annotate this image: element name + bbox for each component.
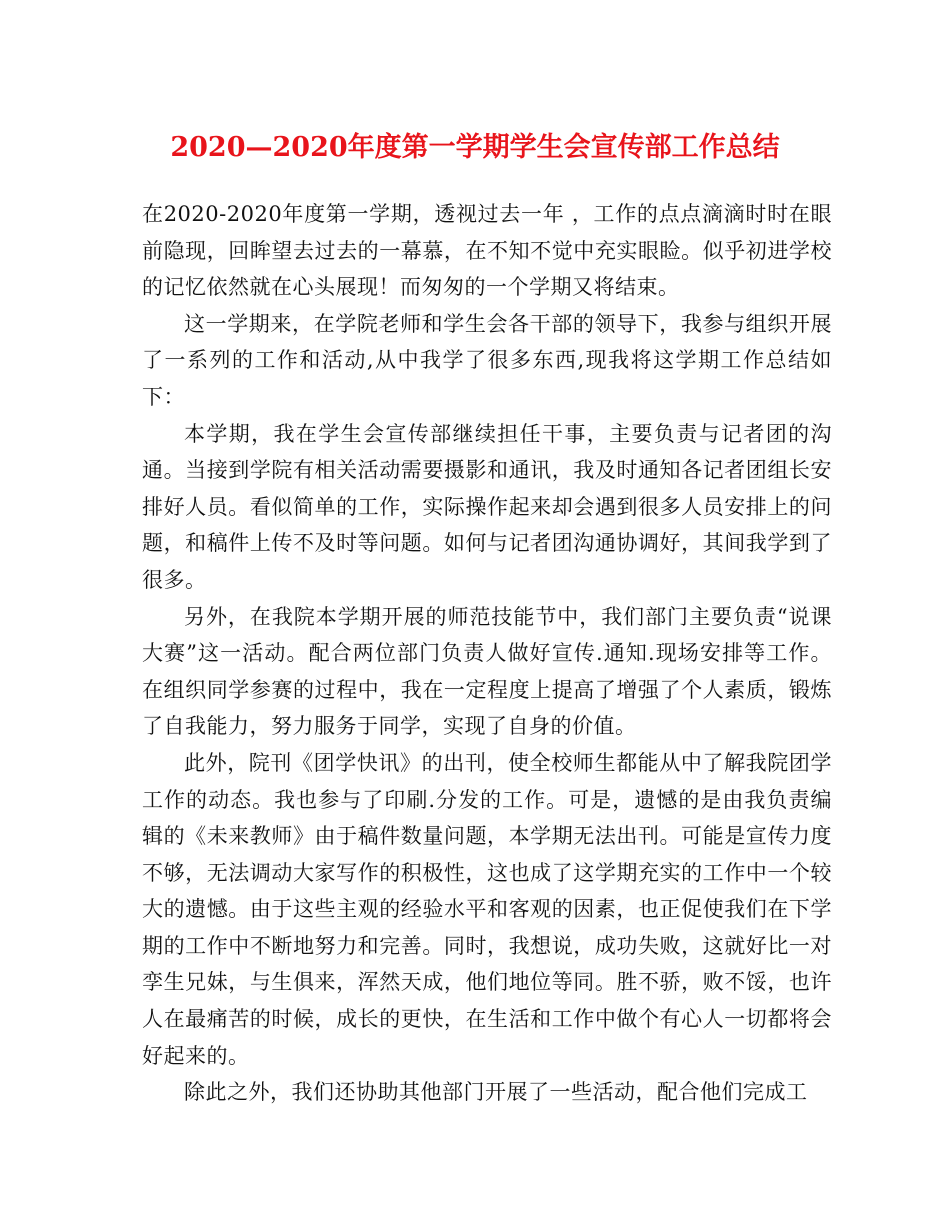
paragraph-other-activities: 除此之外，我们还协助其他部门开展了一些活动，配合他们完成工: [184, 1080, 808, 1105]
document-body: [142, 196, 832, 1111]
paragraph-skills-festival: 另外，在我院本学期开展的师范技能节中，我们部门主要负责“说课大赛”这一活动。配合两位部门负责人做好宣传.通知.现场安排等工作。在组织同学参赛的过程中，我在一定程度上提高了增强了个人素质，锻炼了自我能力，努力服务于同学，实现了自身的价值。: [142, 604, 832, 739]
paragraph-intro: 在2020-2020年度第一学期，透视过去一年 ，工作的点点滴滴时时在眼前隐现，回眸望去过去的一幕慕，在不知不觉中充实眼睑。似乎初进学校的记忆依然就在心头展现！而匆匆的一个学期又将结束。: [142, 202, 832, 300]
document-title: 2020—2020年度第一学期学生会宣传部工作总结: [170, 132, 780, 163]
paragraph-overview: 这一学期来，在学院老师和学生会各干部的领导下，我参与组织开展了一系列的工作和活动,从中我学了很多东西,现我将这学期工作总结如下：: [142, 311, 832, 409]
paragraph-publications: 此外，院刊《团学快讯》的出刊，使全校师生都能从中了解我院团学工作的动态。我也参与了印刷.分发的工作。可是，遗憾的是由我负责编辑的《未来教师》由于稿件数量问题，本学期无法出刊。可能是宣传力度不够，无法调动大家写作的积极性，这也成了这学期充实的工作中一个较大的遗憾。由于这些主观的经验水平和客观的因素，也正促使我们在下学期的工作中不断地努力和完善。同时，我想说，成功失败，这就好比一对孪生兄妹，与生俱来，浑然天成，他们地位等同。胜不骄，败不馁，也许人在最痛苦的时候，成长的更快，在生活和工作中做个有心人一切都将会好起来的。: [142, 750, 832, 1068]
paragraph-reporter-team: 本学期，我在学生会宣传部继续担任干事，主要负责与记者团的沟通。当接到学院有相关活动需要摄影和通讯，我及时通知各记者团组长安排好人员。看似简单的工作，实际操作起来却会遇到很多人员安排上的问题，和稿件上传不及时等问题。如何与记者团沟通协调好，其间我学到了很多。: [142, 421, 832, 592]
